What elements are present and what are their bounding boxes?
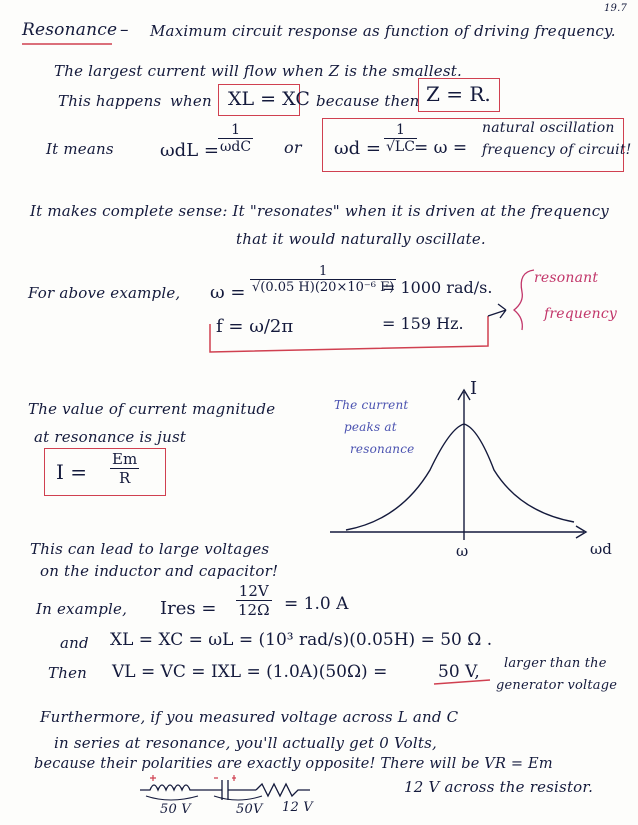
line-across-resistor: 12 V across the resistor. bbox=[404, 778, 594, 796]
voltage-braces bbox=[146, 796, 262, 800]
eq-omega-value: = 1000 rad/s. bbox=[382, 278, 493, 297]
frac-3-den: √(0.05 H)(20×10⁻⁶ F) bbox=[252, 280, 395, 295]
eq-z-r: Z = R. bbox=[426, 82, 491, 106]
note-resonant: resonant bbox=[534, 270, 599, 286]
example-box-bracket bbox=[210, 316, 488, 352]
line-furthermore: Furthermore, if you measured voltage across L and C bbox=[40, 708, 459, 726]
label-resistor-voltage: 12 V bbox=[282, 800, 313, 815]
axis-label-i: I bbox=[470, 378, 478, 399]
eq-omega: = ω = bbox=[414, 138, 468, 158]
line-in-example: In example, bbox=[36, 600, 128, 618]
eq-omega-label: ω = bbox=[210, 282, 246, 303]
frac-1-num: 1 bbox=[218, 122, 253, 139]
label-capacitor-voltage: 50V bbox=[236, 802, 263, 817]
line-it-means: It means bbox=[46, 140, 114, 158]
line-inductor-capacitor: on the inductor and capacitor! bbox=[40, 562, 279, 580]
line-large-voltages: This can lead to large voltages bbox=[30, 540, 270, 558]
eq-f-value: = 159 Hz. bbox=[382, 314, 464, 333]
axis-label-omega-d: ωd bbox=[590, 540, 612, 558]
polarity-marks bbox=[150, 775, 236, 781]
inductor-symbol bbox=[140, 785, 200, 790]
line-this-happens: This happens bbox=[58, 92, 162, 110]
resistor-symbol bbox=[256, 784, 310, 796]
note-current-3: resonance bbox=[350, 442, 415, 456]
eq-xl-xc: XL = XC bbox=[228, 88, 310, 110]
line-value-of-current: The value of current magnitude bbox=[28, 400, 276, 418]
line-for-above-example: For above example, bbox=[28, 284, 181, 302]
eq-vl-value: 50 V, bbox=[438, 662, 480, 682]
axis-label-omega: ω bbox=[456, 542, 469, 560]
frac-5-den: 12Ω bbox=[238, 601, 270, 619]
note-current-2: peaks at bbox=[344, 420, 397, 434]
underline-50v bbox=[434, 680, 490, 684]
line-makes-sense: It makes complete sense: It "resonates" when it is driven at the frequency bbox=[30, 202, 609, 220]
note-frequency: frequency bbox=[544, 306, 617, 322]
line-naturally-oscillate: that it would naturally oscillate. bbox=[236, 230, 486, 248]
capacitor-symbol bbox=[200, 780, 256, 800]
heading-subtitle: Maximum circuit response as function of driving frequency. bbox=[150, 22, 616, 40]
word-and: and bbox=[60, 634, 89, 652]
text-frequency-of-circuit: frequency of circuit! bbox=[482, 142, 632, 158]
eq-omega-d: ωd = bbox=[334, 138, 382, 159]
eq-f: f = ω/2π bbox=[216, 316, 294, 337]
brace-resonant bbox=[514, 270, 534, 330]
heading-dash: – bbox=[120, 20, 129, 40]
eq-omega-d-l: ωdL = bbox=[160, 140, 219, 161]
eq-vl-vc: VL = VC = IXL = (1.0A)(50Ω) = bbox=[112, 662, 388, 682]
frac-3-num: 1 bbox=[250, 264, 396, 280]
frac-1-den: ωdC bbox=[220, 139, 252, 155]
arrow-to-resonant bbox=[488, 304, 506, 318]
line-in-series: in series at resonance, you'll actually get 0 Volts, bbox=[54, 734, 437, 752]
label-inductor-voltage: 50 V bbox=[160, 802, 191, 817]
frac-5-num: 12V bbox=[236, 582, 272, 601]
line-largest-current: The largest current will flow when Z is the smallest. bbox=[54, 62, 462, 80]
word-then: Then bbox=[48, 664, 88, 682]
frac-4-den: R bbox=[118, 469, 131, 487]
frac-2-num: 1 bbox=[384, 122, 417, 139]
line-because-then: because then bbox=[316, 92, 420, 110]
line-when: when bbox=[170, 92, 212, 110]
line-polarities: because their polarities are exactly opposite! There will be VR = Em bbox=[34, 756, 553, 772]
frac-4-num: Em bbox=[112, 450, 138, 468]
page-number: 19.7 bbox=[604, 3, 628, 14]
eq-i: I = bbox=[56, 460, 88, 484]
text-natural-oscillation: natural oscillation bbox=[482, 120, 615, 136]
heading-title: Resonance bbox=[22, 20, 118, 40]
frac-2-den: √LC bbox=[386, 139, 415, 155]
line-at-resonance: at resonance is just bbox=[34, 428, 187, 446]
eq-ires: Ires = bbox=[160, 598, 217, 619]
eq-xl-xc-full: XL = XC = ωL = (10³ rad/s)(0.05H) = 50 Ω . bbox=[110, 630, 493, 650]
resonance-curve bbox=[346, 424, 574, 530]
word-or: or bbox=[284, 138, 302, 157]
note-current-1: The current bbox=[334, 398, 409, 412]
note-larger-than: larger than the bbox=[504, 656, 607, 671]
eq-ires-value: = 1.0 A bbox=[284, 594, 349, 614]
note-generator-voltage: generator voltage bbox=[496, 678, 618, 693]
